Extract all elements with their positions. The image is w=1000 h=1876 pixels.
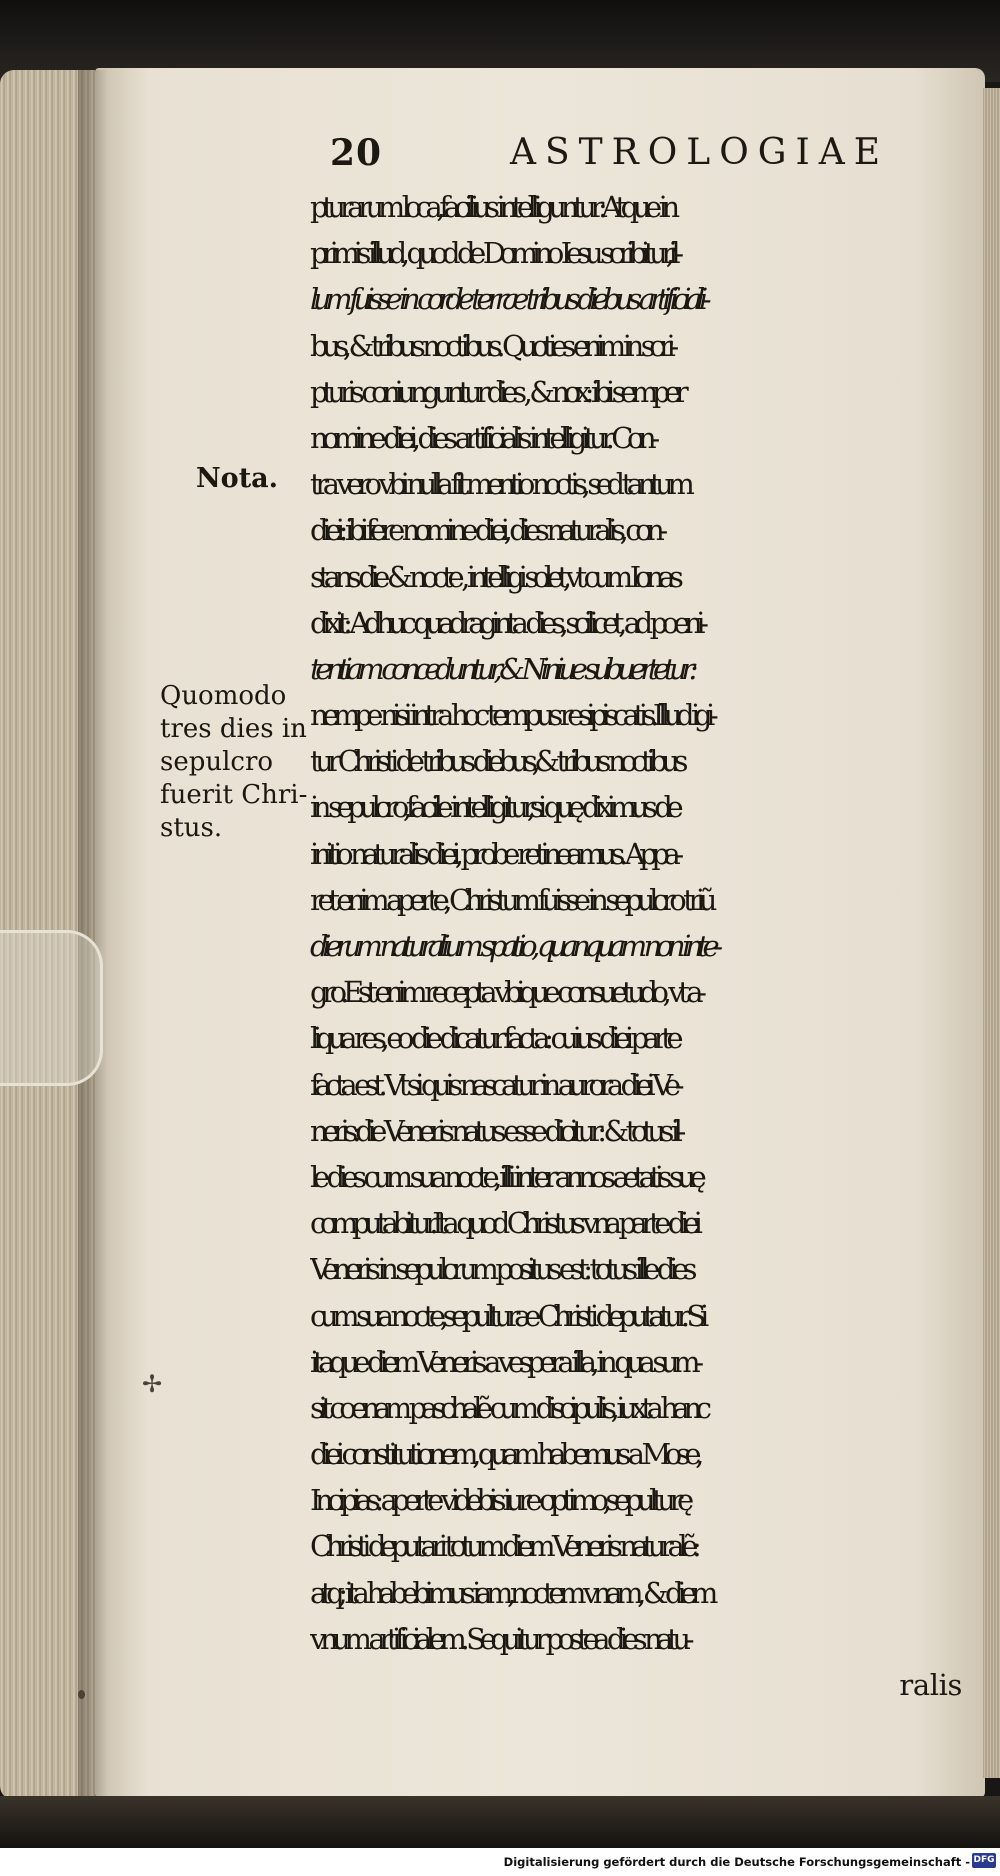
text-line: le dies cum sua nocte, illi inter annos ætatis suę	[310, 1159, 701, 1194]
text-line: gro.Est enim recepta vbique consuetudo, vt a-	[310, 975, 701, 1010]
text-line: vnum artificialem. Sequitur postea dies natu-	[310, 1621, 689, 1656]
marginal-note-nota: Nota.	[196, 463, 279, 494]
running-head: ASTROLOGIAE	[510, 132, 889, 173]
text-line: Veneris in sepulcrum positus est: totus ille dies	[310, 1252, 692, 1287]
page-clip	[0, 930, 103, 1086]
marginal-note-line: sepulcro	[160, 747, 274, 777]
text-line: tra vero vbi nulla fit mentio noctis, sed tantum	[310, 467, 689, 502]
text-line: tur Christi de tribus diebus,& tribus noctibus	[310, 744, 683, 779]
text-line: cum sua nocte,sepulturæ Christi deputatur. Si	[310, 1298, 703, 1333]
text-line: dierum naturalium spatio, quanquam non inte-	[310, 929, 717, 963]
body-text	[310, 184, 980, 1708]
page-header	[330, 132, 970, 178]
text-line: neris:die Veneris natus esse dicitur: & totus il-	[310, 1113, 680, 1148]
text-line: ret enim aperte, Christum fuisse in sepulcro triũ	[310, 882, 712, 917]
scan-bottom-border	[0, 1796, 1000, 1848]
text-line: computabitur.Ita quod Christus vna parte diei	[310, 1206, 697, 1241]
right-page-edge	[983, 88, 1000, 1778]
text-line: atq; ita habebimus iam,noctem vnam, & diem	[310, 1575, 712, 1610]
text-line: lum fuisse in corde terræ tribus diebus artificiali-	[310, 282, 706, 317]
text-line: initio naturalis diei, probe retineamus. Appa-	[310, 836, 678, 871]
text-line: Christi deputari totum diem Veneris naturalẽ:	[310, 1529, 696, 1564]
text-line: itaque diem Veneris a vespera illa, in qua sum-	[310, 1344, 698, 1379]
text-line: diei constitutionem, quam habemus a Mose,	[310, 1437, 698, 1472]
catchword: ralis	[899, 1668, 962, 1702]
text-line: tentiam conceduntur, & Niniue subuertetur:	[310, 651, 693, 686]
text-line: pturis coniunguntur dies , & nox: ibi semper	[310, 374, 683, 409]
text-line: bus, & tribus noctibus. Quoties enim in scri-	[310, 328, 673, 363]
text-line: nomine diei, dies artificialis intelligitur. Con-	[310, 420, 654, 455]
text-line: facta est. Vt si quis nascatur in aurora diei Ve-	[310, 1067, 679, 1102]
text-line: dixit: Adhuc quadraginta dies, scilicet, ad pœni-	[310, 605, 703, 640]
text-line: nempe nisi intra hoc tempus resipiscatis.Illud igi-	[310, 698, 713, 733]
ink-speck	[78, 1690, 85, 1699]
text-line: Incipias: aperte videbis iure optimo,sepulturę	[310, 1483, 688, 1518]
text-line: liqua res, eo die dicatur facta: cuius diei parte	[310, 1021, 678, 1056]
printer-mark-icon: ✢	[142, 1370, 163, 1398]
text-line: sit cœnam paschalẽ cum discipulis, iuxta hanc	[310, 1390, 706, 1425]
text-line: stans die & nocte , intelligi solet,vt cum Ionas	[310, 559, 678, 594]
marginal-note-line: Quomodo	[160, 681, 287, 711]
marginal-note-line: stus.	[160, 813, 223, 843]
marginal-note-line: fuerit Chri-	[160, 780, 308, 810]
text-line: primis illud, quod de Domino Iesu scribitur,il-	[310, 236, 678, 271]
marginal-note-line: tres dies in	[160, 714, 307, 744]
text-line: in sepulcro,facile intelligitur,si quę diximus de	[310, 790, 678, 825]
text-line: diei: ibi fere nomine diei, dies naturalis, con-	[310, 513, 662, 548]
footer-bar	[0, 1848, 1000, 1876]
page-number: 20	[330, 132, 383, 174]
funding-notice: Digitalisierung gefördert durch die Deutsche Forschungsgemeinschaft -	[503, 1855, 970, 1869]
text-line: pturarum loca,facilius intelliguntur:Atque in	[310, 190, 674, 224]
dfg-logo: DFG	[972, 1853, 996, 1868]
marginal-note-quomodo	[160, 680, 310, 845]
